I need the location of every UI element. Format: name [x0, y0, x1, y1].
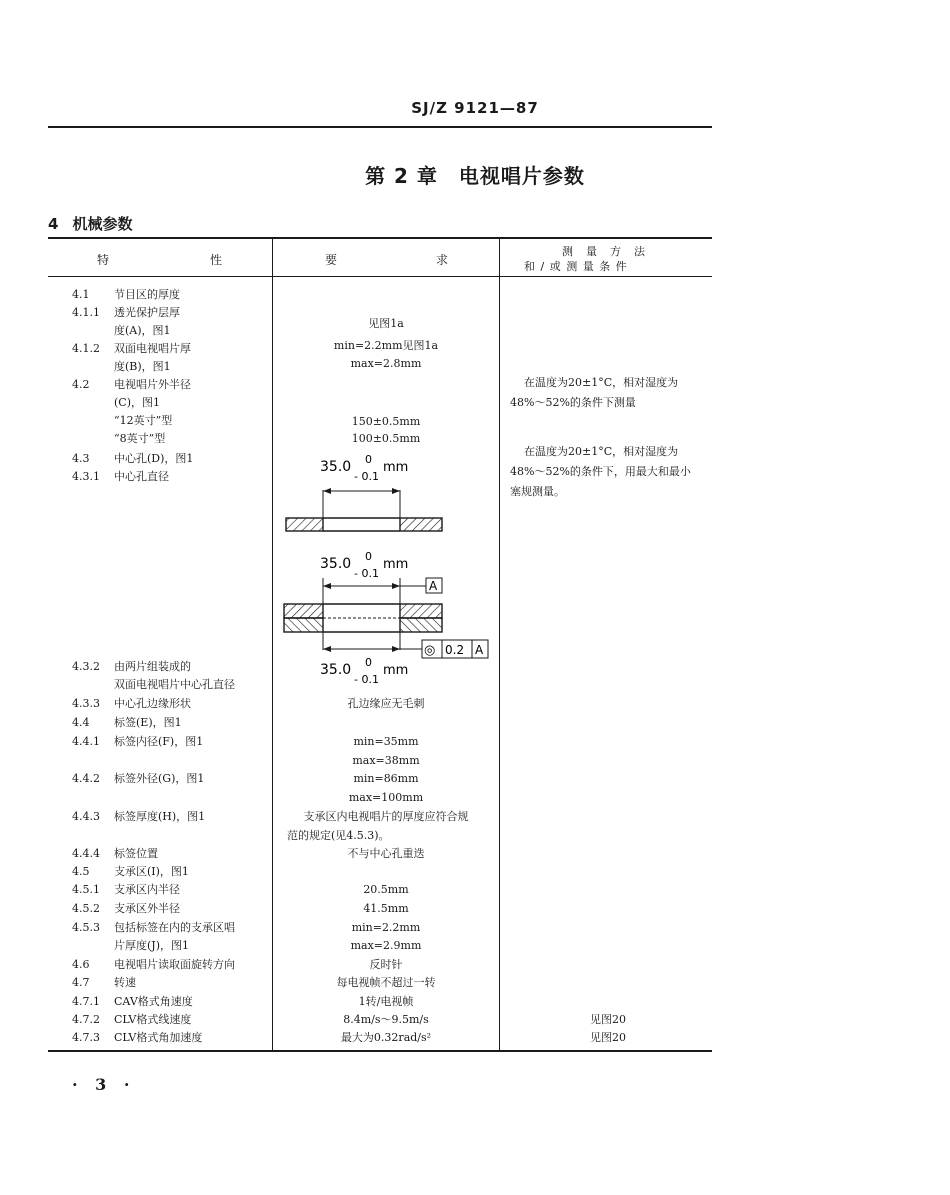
requirement-4-4-4: 不与中心孔重迭 — [347, 847, 425, 860]
requirement-4-4-3-a: 支承区内电视唱片的厚度应符合规 — [303, 810, 469, 823]
row-text: (C)，图1 — [114, 396, 160, 409]
fcf-datum: A — [475, 643, 484, 657]
feature-control-frame — [422, 640, 488, 658]
row-number: 4.7.3 — [72, 1031, 100, 1044]
method-4-2-line2: 48%～52%的条件下测量 — [510, 396, 636, 409]
row-text: 由两片组装成的 — [114, 660, 191, 673]
dim3-tol-upper: 0 — [365, 656, 372, 669]
method-4-3-line1: 在温度为20±1°C，相对湿度为 — [524, 445, 679, 458]
table-row — [72, 324, 171, 338]
row-text: 标签内径(F)，图1 — [114, 735, 204, 748]
requirement-4-4-1-max: max=38mm — [352, 754, 420, 767]
requirement-4-1-2-min: min=2.2mm见图1a — [333, 339, 439, 352]
row-text: 包括标签在内的支承区唱 — [114, 921, 235, 934]
row-text: 度(B)，图1 — [114, 360, 171, 373]
dimension-1 — [320, 453, 408, 518]
row-text: 中心孔直径 — [114, 470, 169, 483]
row-text: CLV格式角加速度 — [114, 1031, 203, 1044]
table-row — [72, 288, 180, 302]
table-row — [72, 396, 160, 410]
section-heading — [48, 213, 132, 234]
table-row — [72, 342, 191, 356]
table-row — [72, 995, 193, 1009]
row-number: 4.2 — [72, 378, 90, 391]
dimension-3 — [320, 632, 488, 685]
table-row — [72, 306, 180, 320]
document-code: SJ/Z 9121—87 — [411, 99, 539, 117]
row-number: 4.4.2 — [72, 772, 100, 785]
requirement-4-7: 每电视帧不超过一转 — [336, 976, 436, 989]
table-row — [72, 470, 169, 484]
table-row — [72, 360, 171, 374]
requirement-4-4-3-b: 范的规定(见4.5.3)。 — [287, 829, 390, 842]
header-characteristic-b: 性 — [210, 253, 223, 267]
table-row — [72, 678, 235, 692]
row-number: 4.5.2 — [72, 902, 100, 915]
datum-label: A — [429, 579, 438, 593]
concentricity-symbol: ◎ — [424, 643, 436, 658]
requirement-4-4-2-min: min=86mm — [353, 772, 419, 785]
header-rule — [48, 126, 712, 128]
row-text: 标签位置 — [114, 847, 158, 860]
row-number: 4.3.2 — [72, 660, 100, 673]
row-text: 双面电视唱片厚 — [114, 342, 191, 355]
row-text: 度(A)，图1 — [114, 324, 171, 337]
row-number: 4.1.1 — [72, 306, 100, 319]
row-text: 支承区外半径 — [114, 902, 180, 915]
header-requirement-b: 求 — [436, 253, 449, 267]
table-row — [72, 378, 191, 392]
table-row — [72, 432, 165, 446]
table-row — [72, 735, 203, 749]
row-text: 电视唱片读取面旋转方向 — [114, 958, 235, 971]
header-requirement-a: 要 — [325, 253, 338, 267]
table-row — [72, 414, 172, 428]
dim1-unit: mm — [383, 460, 409, 475]
dim2-tol-lower: - 0.1 — [354, 567, 379, 580]
row-number: 4.4.3 — [72, 810, 100, 823]
requirement-4-1-1: 见图1a — [368, 317, 404, 330]
requirement-4-4-2-max: max=100mm — [348, 791, 424, 804]
row-number: 4.7.1 — [72, 995, 100, 1008]
row-number: 4.1 — [72, 288, 90, 301]
row-number: 4.5.3 — [72, 921, 100, 934]
dim3-value: 35.0 — [320, 662, 352, 678]
table-row — [72, 1013, 191, 1027]
row-text: 中心孔(D)，图1 — [114, 452, 194, 465]
row-text: “12英寸”型 — [114, 414, 173, 427]
table-row — [72, 902, 180, 916]
row-number: 4.3 — [72, 452, 90, 465]
table-top-rule — [48, 237, 712, 239]
method-4-7-3: 见图20 — [590, 1031, 626, 1044]
table-row — [72, 921, 235, 935]
row-number: 4.3.3 — [72, 697, 100, 710]
method-4-3-line2: 48%～52%的条件下，用最大和最小 — [510, 465, 691, 478]
row-number: 4.5.1 — [72, 883, 100, 896]
dim3-unit: mm — [383, 663, 409, 678]
table-row — [72, 939, 189, 953]
row-number: 4.7 — [72, 976, 90, 989]
dim1-tol-upper: 0 — [365, 453, 372, 466]
row-text: 中心孔边缘形状 — [114, 697, 191, 710]
row-number: 4.1.2 — [72, 342, 100, 355]
row-text: 标签(E)，图1 — [114, 716, 182, 729]
row-text: 节目区的厚度 — [114, 288, 180, 301]
dim2-value: 35.0 — [320, 556, 352, 572]
row-number: 4.5 — [72, 865, 90, 878]
table-row — [72, 958, 235, 972]
row-text: CAV格式角速度 — [114, 995, 193, 1008]
row-number: 4.4.1 — [72, 735, 100, 748]
method-4-2-line1: 在温度为20±1°C，相对湿度为 — [524, 376, 679, 389]
table-header-rule — [48, 276, 712, 277]
column-divider-2 — [499, 238, 500, 1050]
row-number: 4.4 — [72, 716, 90, 729]
requirement-4-5-2: 41.5mm — [363, 902, 409, 915]
table-row — [72, 847, 158, 861]
table-row — [72, 697, 191, 711]
requirement-4-3-3: 孔边缘应无毛刺 — [347, 697, 425, 710]
requirement-4-7-1: 1转/电视帧 — [358, 995, 414, 1008]
page-number: · 3 · — [72, 1075, 136, 1094]
row-text: 标签外径(G)，图1 — [114, 772, 205, 785]
requirement-4-5-3-max: max=2.9mm — [350, 939, 422, 952]
table-bottom-rule — [48, 1050, 712, 1052]
row-text: 电视唱片外半径 — [114, 378, 191, 391]
row-text: 片厚度(J)，图1 — [114, 939, 189, 952]
row-text: “8英寸”型 — [114, 432, 166, 445]
method-4-3-line3: 塞规测量。 — [510, 485, 565, 498]
table-row — [72, 865, 189, 879]
row-text: 透光保护层厚 — [114, 306, 180, 319]
requirement-4-2-12in: 150±0.5mm — [351, 415, 421, 428]
disc-section-double — [284, 604, 442, 632]
requirement-4-1-2-max: max=2.8mm — [350, 357, 422, 370]
table-row — [72, 1031, 202, 1045]
row-text: 支承区(I)，图1 — [114, 865, 189, 878]
requirement-4-5-1: 20.5mm — [363, 883, 409, 896]
dim2-unit: mm — [383, 557, 409, 572]
row-text: 双面电视唱片中心孔直径 — [114, 678, 235, 691]
table-row — [72, 452, 193, 466]
requirement-4-2-8in: 100±0.5mm — [351, 432, 421, 445]
table-row — [72, 772, 204, 786]
requirement-4-5-3-min: min=2.2mm — [351, 921, 421, 934]
table-row — [72, 883, 180, 897]
center-hole-drawing — [272, 450, 498, 685]
requirement-4-4-1-min: min=35mm — [353, 735, 419, 748]
row-text: 标签厚度(H)，图1 — [114, 810, 206, 823]
dim1-tol-lower: - 0.1 — [354, 470, 379, 483]
chapter-title: 第 2 章 电视唱片参数 — [365, 164, 585, 188]
section-title: 机械参数 — [72, 215, 133, 233]
section-number: 4 — [48, 215, 59, 233]
row-text: CLV格式线速度 — [114, 1013, 192, 1026]
table-row — [72, 810, 205, 824]
requirement-4-7-2: 8.4m/s～9.5m/s — [343, 1013, 429, 1026]
dim1-value: 35.0 — [320, 459, 352, 475]
row-number: 4.4.4 — [72, 847, 100, 860]
row-number: 4.3.1 — [72, 470, 100, 483]
table-row — [72, 660, 191, 674]
dim2-tol-upper: 0 — [365, 550, 372, 563]
header-characteristic-a: 特 — [97, 253, 110, 267]
table-row — [72, 976, 136, 990]
requirement-4-7-3: 最大为0.32rad/s² — [340, 1031, 432, 1044]
disc-section-single — [286, 518, 442, 531]
header-method-line1: 测 量 方 法 — [562, 245, 646, 258]
row-text: 转速 — [114, 976, 136, 989]
row-number: 4.6 — [72, 958, 90, 971]
row-text: 支承区内半径 — [114, 883, 180, 896]
method-4-7-2: 见图20 — [590, 1013, 626, 1026]
requirement-4-6: 反时针 — [369, 958, 403, 971]
fcf-tolerance: 0.2 — [445, 643, 465, 657]
dim3-tol-lower: - 0.1 — [354, 673, 379, 685]
table-row — [72, 716, 182, 730]
header-method-line2: 和 / 或 测 量 条 件 — [524, 260, 628, 273]
row-number: 4.7.2 — [72, 1013, 100, 1026]
